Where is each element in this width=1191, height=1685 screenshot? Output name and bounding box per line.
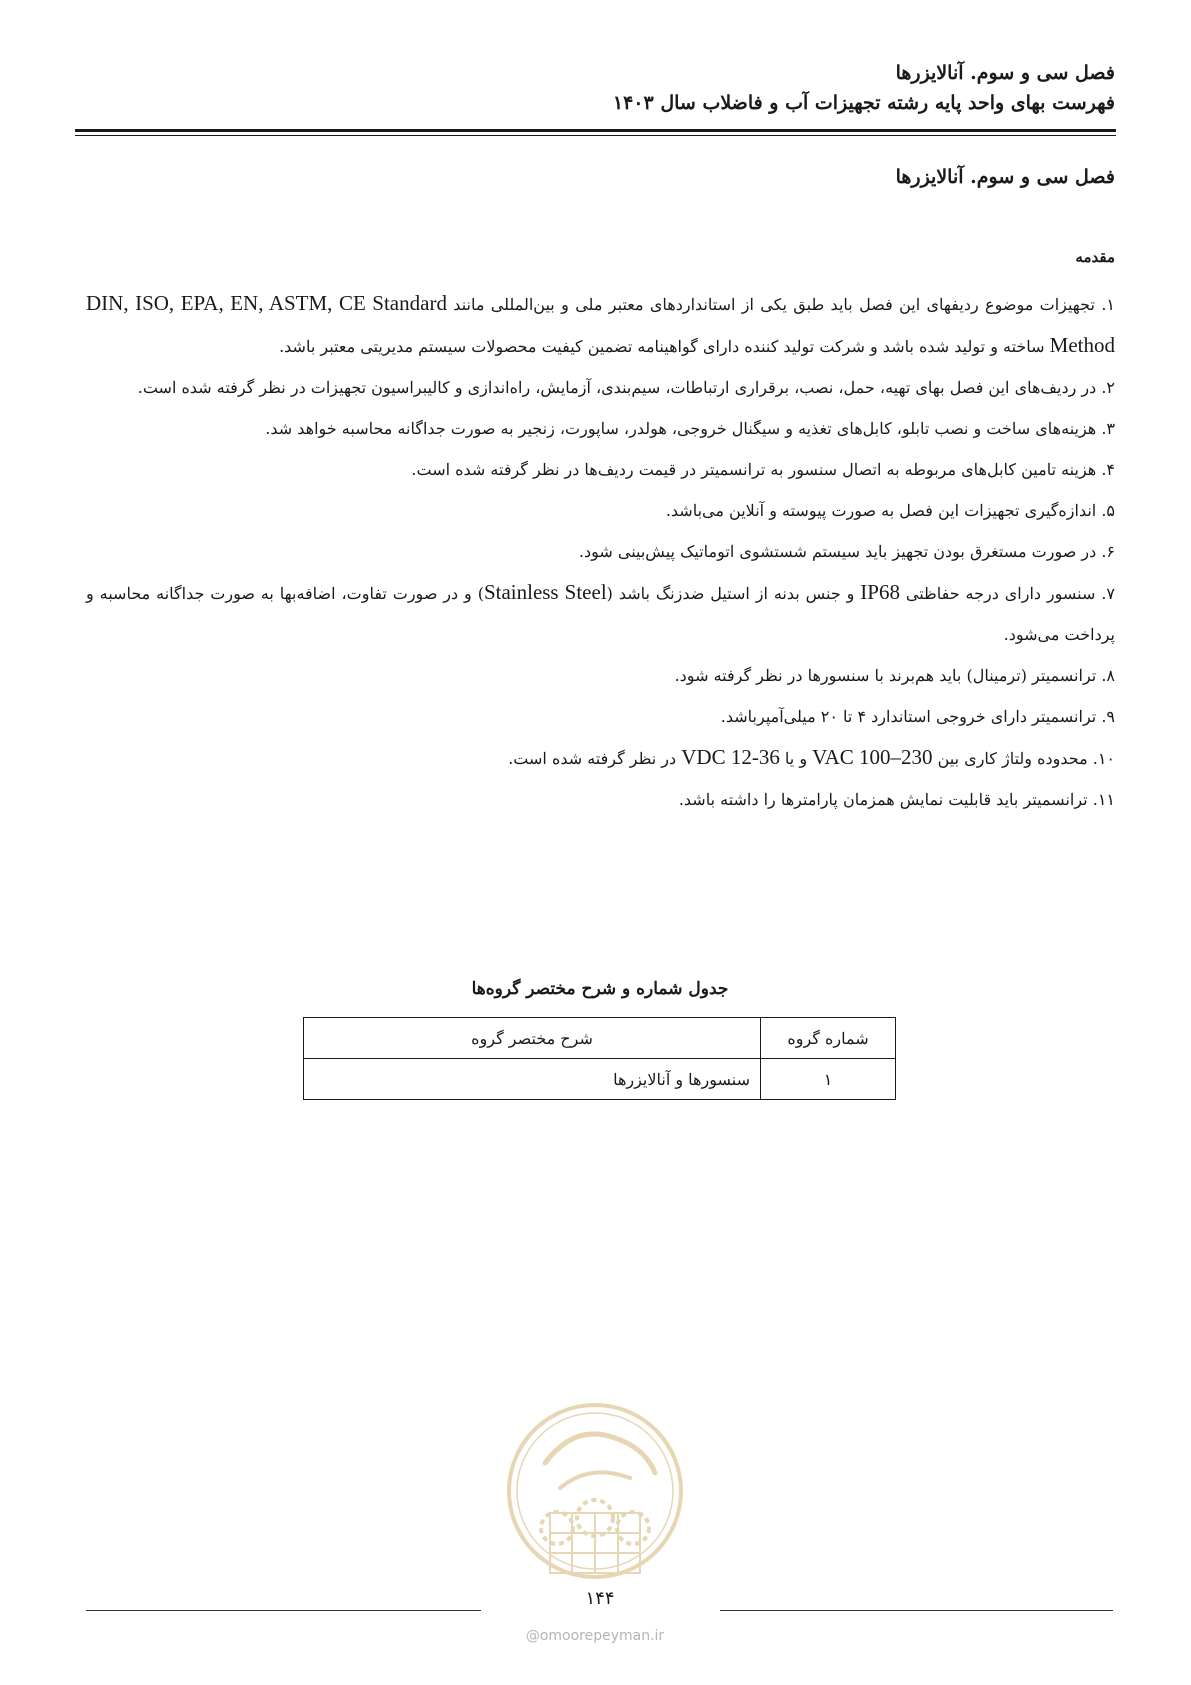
table-title: جدول شماره و شرح مختصر گروه‌ها <box>471 979 729 999</box>
header-rule-thick <box>75 129 1116 132</box>
list-item: ۱. تجهیزات موضوع ردیفهای این فصل باید طبق یکی از استانداردهای معتبر ملی و بین‌المللی مانند DIN, ISO, EPA, EN, ASTM, CE Standard Method ساخته و تولید شده باشد و شرکت تولید کننده دارای گواهینامه تضمین کیفیت محصولات سیستم مدیریتی معتبر باشد. <box>86 291 1115 357</box>
protection-rating: IP68 <box>860 580 900 604</box>
intro-list <box>86 283 1115 820</box>
list-item: ۲. در ردیف‌های این فصل بهای تهیه، حمل، نصب، برقراری ارتباطات، سیم‌بندی، آزمایش، راه‌اندازی و کالیبراسیون تجهیزات در نظر گرفته شده است. <box>137 378 1115 397</box>
column-header-group-desc: شرح مختصر گروه <box>304 1018 761 1059</box>
website-watermark: @omoorepeyman.ir <box>525 1628 665 1644</box>
list-item: ۵. اندازه‌گیری تجهیزات این فصل به صورت پیوسته و آنلاین می‌باشد. <box>665 501 1115 520</box>
standards-list: DIN, ISO, EPA, EN, ASTM, CE Standard Method <box>86 291 1115 357</box>
list-item: ۴. هزینه تامین کابل‌های مربوطه به اتصال سنسور به ترانسمیتر در قیمت ردیف‌ها در نظر گرفته شده است. <box>411 460 1115 479</box>
list-item: ۱۱. ترانسمیتر باید قابلیت نمایش همزمان پارامترها را داشته باشد. <box>678 790 1115 809</box>
list-item: ۷. سنسور دارای درجه حفاظتی IP68 و جنس بدنه از استیل ضدزنگ باشد (Stainless Steel) و در صورت تفاوت، اضافه‌بها به صورت جداگانه محاسبه و پرداخت می‌شود. <box>86 580 1116 644</box>
page-number: ۱۴۴ <box>585 1588 615 1609</box>
groups-table <box>303 1017 896 1100</box>
footer-rule-left <box>86 1610 481 1611</box>
footer-rule-right <box>720 1610 1113 1611</box>
publisher-seal-watermark <box>505 1393 685 1603</box>
table-header-row <box>304 1018 896 1059</box>
cell-group-no: ۱ <box>761 1059 896 1100</box>
list-item: ۹. ترانسمیتر دارای خروجی استاندارد ۴ تا ۲۰ میلی‌آمپرباشد. <box>720 707 1115 726</box>
list-item: ۱۰. محدوده ولتاژ کاری بین VAC 100–230 و یا VDC 12-36 در نظر گرفته شده است. <box>508 745 1115 769</box>
table-row <box>304 1059 896 1100</box>
dc-voltage-range: VDC 12-36 <box>681 745 780 769</box>
intro-heading: مقدمه <box>1075 248 1115 266</box>
cell-group-desc: سنسورها و آنالایزرها <box>304 1059 761 1100</box>
list-item: ۶. در صورت مستغرق بودن تجهیز باید سیستم شستشوی اتوماتیک پیش‌بینی شود. <box>578 542 1115 561</box>
ac-voltage-range: VAC 100–230 <box>812 745 933 769</box>
header-document-title: فهرست بهای واحد پایه رشته تجهیزات آب و فاضلاب سال ۱۴۰۳ <box>612 92 1115 114</box>
running-header <box>613 58 1115 118</box>
header-rule-thin <box>75 135 1116 136</box>
list-item: ۳. هزینه‌های ساخت و نصب تابلو، کابل‌های تغذیه و سیگنال خروجی، هولدر، ساپورت، زنجیر به صورت جداگانه محاسبه خواهد شد. <box>265 419 1115 438</box>
material-name: Stainless Steel <box>483 580 607 604</box>
section-title: فصل سی و سوم. آنالایزرها <box>895 166 1115 188</box>
column-header-group-no: شماره گروه <box>761 1018 896 1059</box>
header-chapter-title: فصل سی و سوم. آنالایزرها <box>895 62 1115 84</box>
list-item: ۸. ترانسمیتر (ترمینال) باید هم‌برند با سنسورها در نظر گرفته شود. <box>674 666 1115 685</box>
